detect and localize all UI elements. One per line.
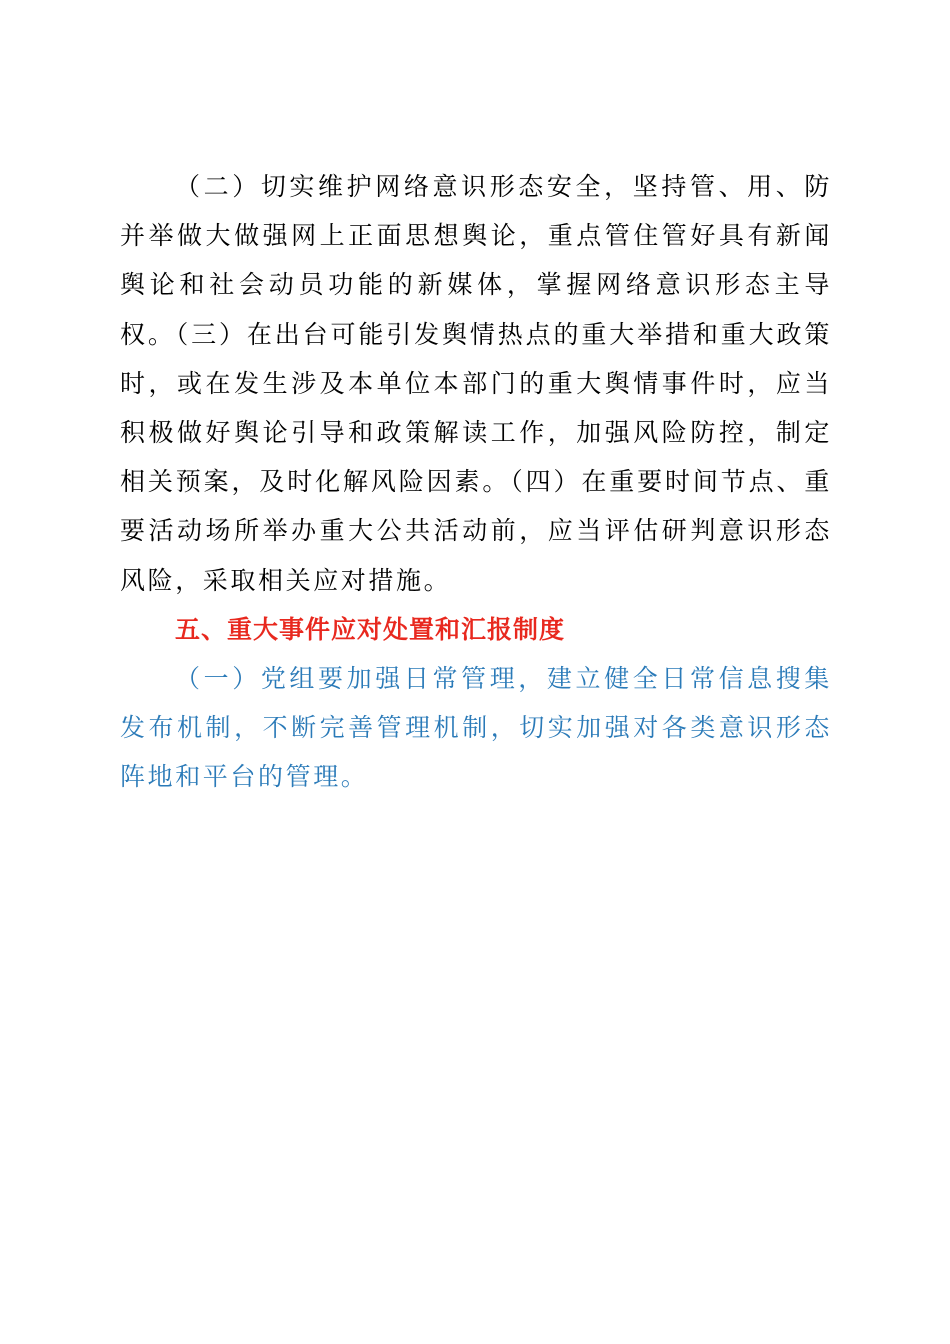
- body-paragraph: （二）切实维护网络意识形态安全，坚持管、用、防并举做大做强网上正面思想舆论，重点管住管好具有新闻舆论和社会动员功能的新媒体，掌握网络意识形态主导权。（三）在出台可能引发舆情热点的重大举措和重大政策时，或在发生涉及本单位本部门的重大舆情事件时，应当积极做好舆论引导和政策解读工作，加强风险防控，制定相关预案，及时化解风险因素。（四）在重要时间节点、重要活动场所举办重大公共活动前，应当评估研判意识形态风险，采取相关应对措施。: [120, 172, 832, 595]
- document-body: [120, 162, 832, 802]
- section-heading: 五、重大事件应对处置和汇报制度: [175, 614, 566, 644]
- section-paragraph: （一）党组要加强日常管理，建立健全日常信息搜集发布机制，不断完善管理机制，切实加强对各类意识形态阵地和平台的管理。: [120, 664, 832, 792]
